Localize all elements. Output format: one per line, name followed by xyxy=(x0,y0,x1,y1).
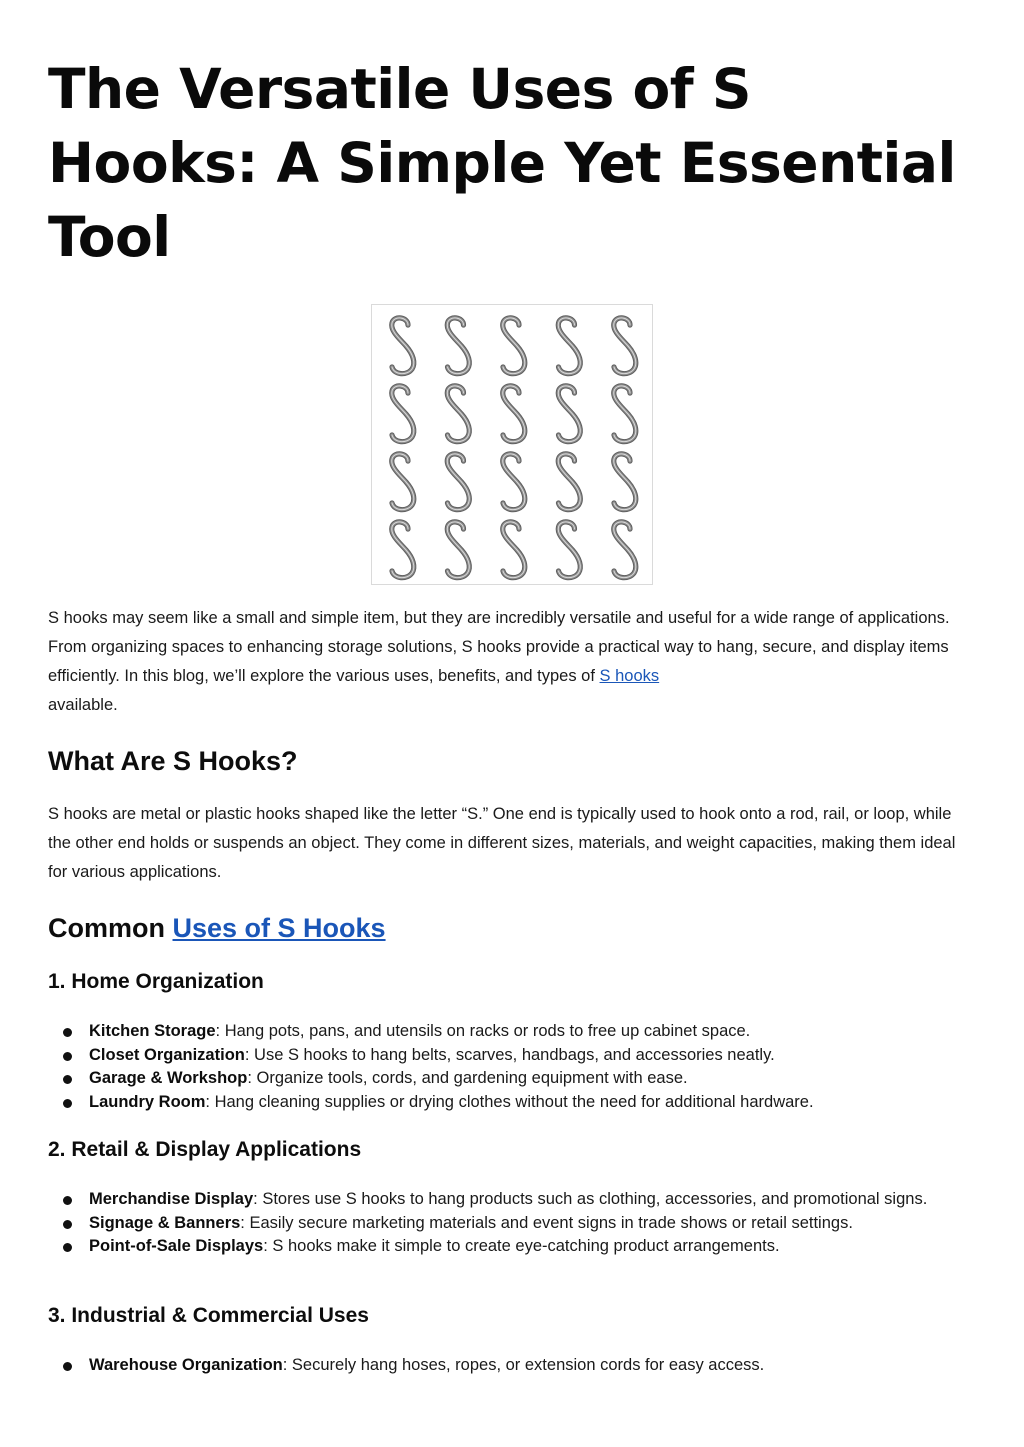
intro-paragraph xyxy=(48,604,978,720)
uses-of-s-hooks-link[interactable]: Uses of S Hooks xyxy=(172,913,386,943)
list-item-term: Garage & Workshop xyxy=(89,1069,248,1087)
list-item-term: Point-of-Sale Displays xyxy=(89,1237,264,1255)
list-item xyxy=(48,1067,978,1091)
list-item-term: Signage & Banners xyxy=(89,1213,241,1232)
s-hook-icon xyxy=(447,522,469,578)
s-hook-icon xyxy=(558,522,580,578)
s-hook-icon xyxy=(614,522,636,578)
bullet-icon xyxy=(63,1243,72,1252)
list-item-term: Laundry Room xyxy=(89,1092,206,1111)
retail-display-list xyxy=(48,1188,978,1259)
s-hook-icon xyxy=(392,454,414,510)
common-uses-heading xyxy=(48,910,386,946)
s-hook-icon xyxy=(503,522,525,578)
s-hooks-image xyxy=(371,304,653,585)
s-hook-icon xyxy=(503,318,525,374)
bullet-icon xyxy=(63,1196,72,1205)
s-hook-icon xyxy=(503,386,525,442)
bullet-icon xyxy=(63,1220,72,1229)
s-hook-icon xyxy=(614,318,636,374)
s-hook-icon xyxy=(447,318,469,374)
list-item xyxy=(48,1354,978,1378)
s-hook-icon xyxy=(614,386,636,442)
bullet-icon xyxy=(63,1075,72,1084)
s-hook-icon xyxy=(392,386,414,442)
s-hook-icon xyxy=(558,454,580,510)
list-item-desc: : Stores use S hooks to hang products such as clothing, accessories, and promotional signs. xyxy=(253,1190,928,1208)
section-heading-home: 1. Home Organization xyxy=(48,970,264,993)
what-are-paragraph: S hooks are metal or plastic hooks shaped like the letter “S.” One end is typically used to hook onto a rod, rail, or loop, while the other end holds or suspends an object. They come in different sizes, materials, and weight capacities, making them ideal for various applications. xyxy=(48,805,956,881)
bullet-icon xyxy=(63,1028,72,1037)
list-item xyxy=(48,1212,978,1236)
section-heading-industrial: 3. Industrial & Commercial Uses xyxy=(48,1304,369,1327)
list-item xyxy=(48,1235,978,1259)
s-hook-icon xyxy=(558,386,580,442)
list-item xyxy=(48,1044,978,1068)
page-title: The Versatile Uses of S Hooks: A Simple Yet Essential Tool xyxy=(48,57,956,269)
list-item-desc: : Easily secure marketing materials and event signs in trade shows or retail settings. xyxy=(240,1213,853,1232)
what-are-heading: What Are S Hooks? xyxy=(48,746,298,776)
industrial-commercial-list xyxy=(48,1354,978,1378)
home-organization-list xyxy=(48,1020,978,1114)
list-item-desc: : Organize tools, cords, and gardening equipment with ease. xyxy=(247,1069,688,1087)
s-hook-icon xyxy=(447,454,469,510)
list-item-term: Closet Organization xyxy=(89,1045,245,1064)
intro-tail: available. xyxy=(48,696,118,714)
s-hooks-grid-graphic xyxy=(372,305,652,584)
list-item-desc: : S hooks make it simple to create eye-catching product arrangements. xyxy=(263,1237,780,1255)
bullet-icon xyxy=(63,1052,72,1061)
list-item-desc: : Hang pots, pans, and utensils on racks or rods to free up cabinet space. xyxy=(215,1022,751,1040)
s-hook-icon xyxy=(447,386,469,442)
list-item xyxy=(48,1020,978,1044)
list-item-desc: : Use S hooks to hang belts, scarves, handbags, and accessories neatly. xyxy=(244,1045,775,1064)
s-hooks-link[interactable]: S hooks xyxy=(599,667,660,685)
intro-text: S hooks may seem like a small and simple item, but they are incredibly versatile and useful for a wide range of applications. From organizing spaces to enhancing storage solutions, S hooks provide a practical way to hang, secure, and display items efficiently. In this blog, we’ll explore the various uses, benefits, and types of xyxy=(48,609,950,685)
s-hook-icon xyxy=(392,318,414,374)
s-hook-icon xyxy=(392,522,414,578)
bullet-icon xyxy=(63,1099,72,1108)
bullet-icon xyxy=(63,1362,72,1371)
common-heading-prefix: Common xyxy=(48,913,173,943)
list-item-term: Merchandise Display xyxy=(89,1190,254,1208)
list-item-term: Kitchen Storage xyxy=(89,1022,216,1040)
s-hook-icon xyxy=(503,454,525,510)
list-item xyxy=(48,1091,978,1115)
list-item xyxy=(48,1188,978,1212)
section-heading-retail: 2. Retail & Display Applications xyxy=(48,1138,362,1161)
list-item-term: Warehouse Organization xyxy=(89,1356,283,1374)
s-hook-icon xyxy=(558,318,580,374)
list-item-desc: : Securely hang hoses, ropes, or extension cords for easy access. xyxy=(282,1356,765,1374)
s-hook-icon xyxy=(614,454,636,510)
list-item-desc: : Hang cleaning supplies or drying clothes without the need for additional hardware. xyxy=(205,1092,814,1111)
